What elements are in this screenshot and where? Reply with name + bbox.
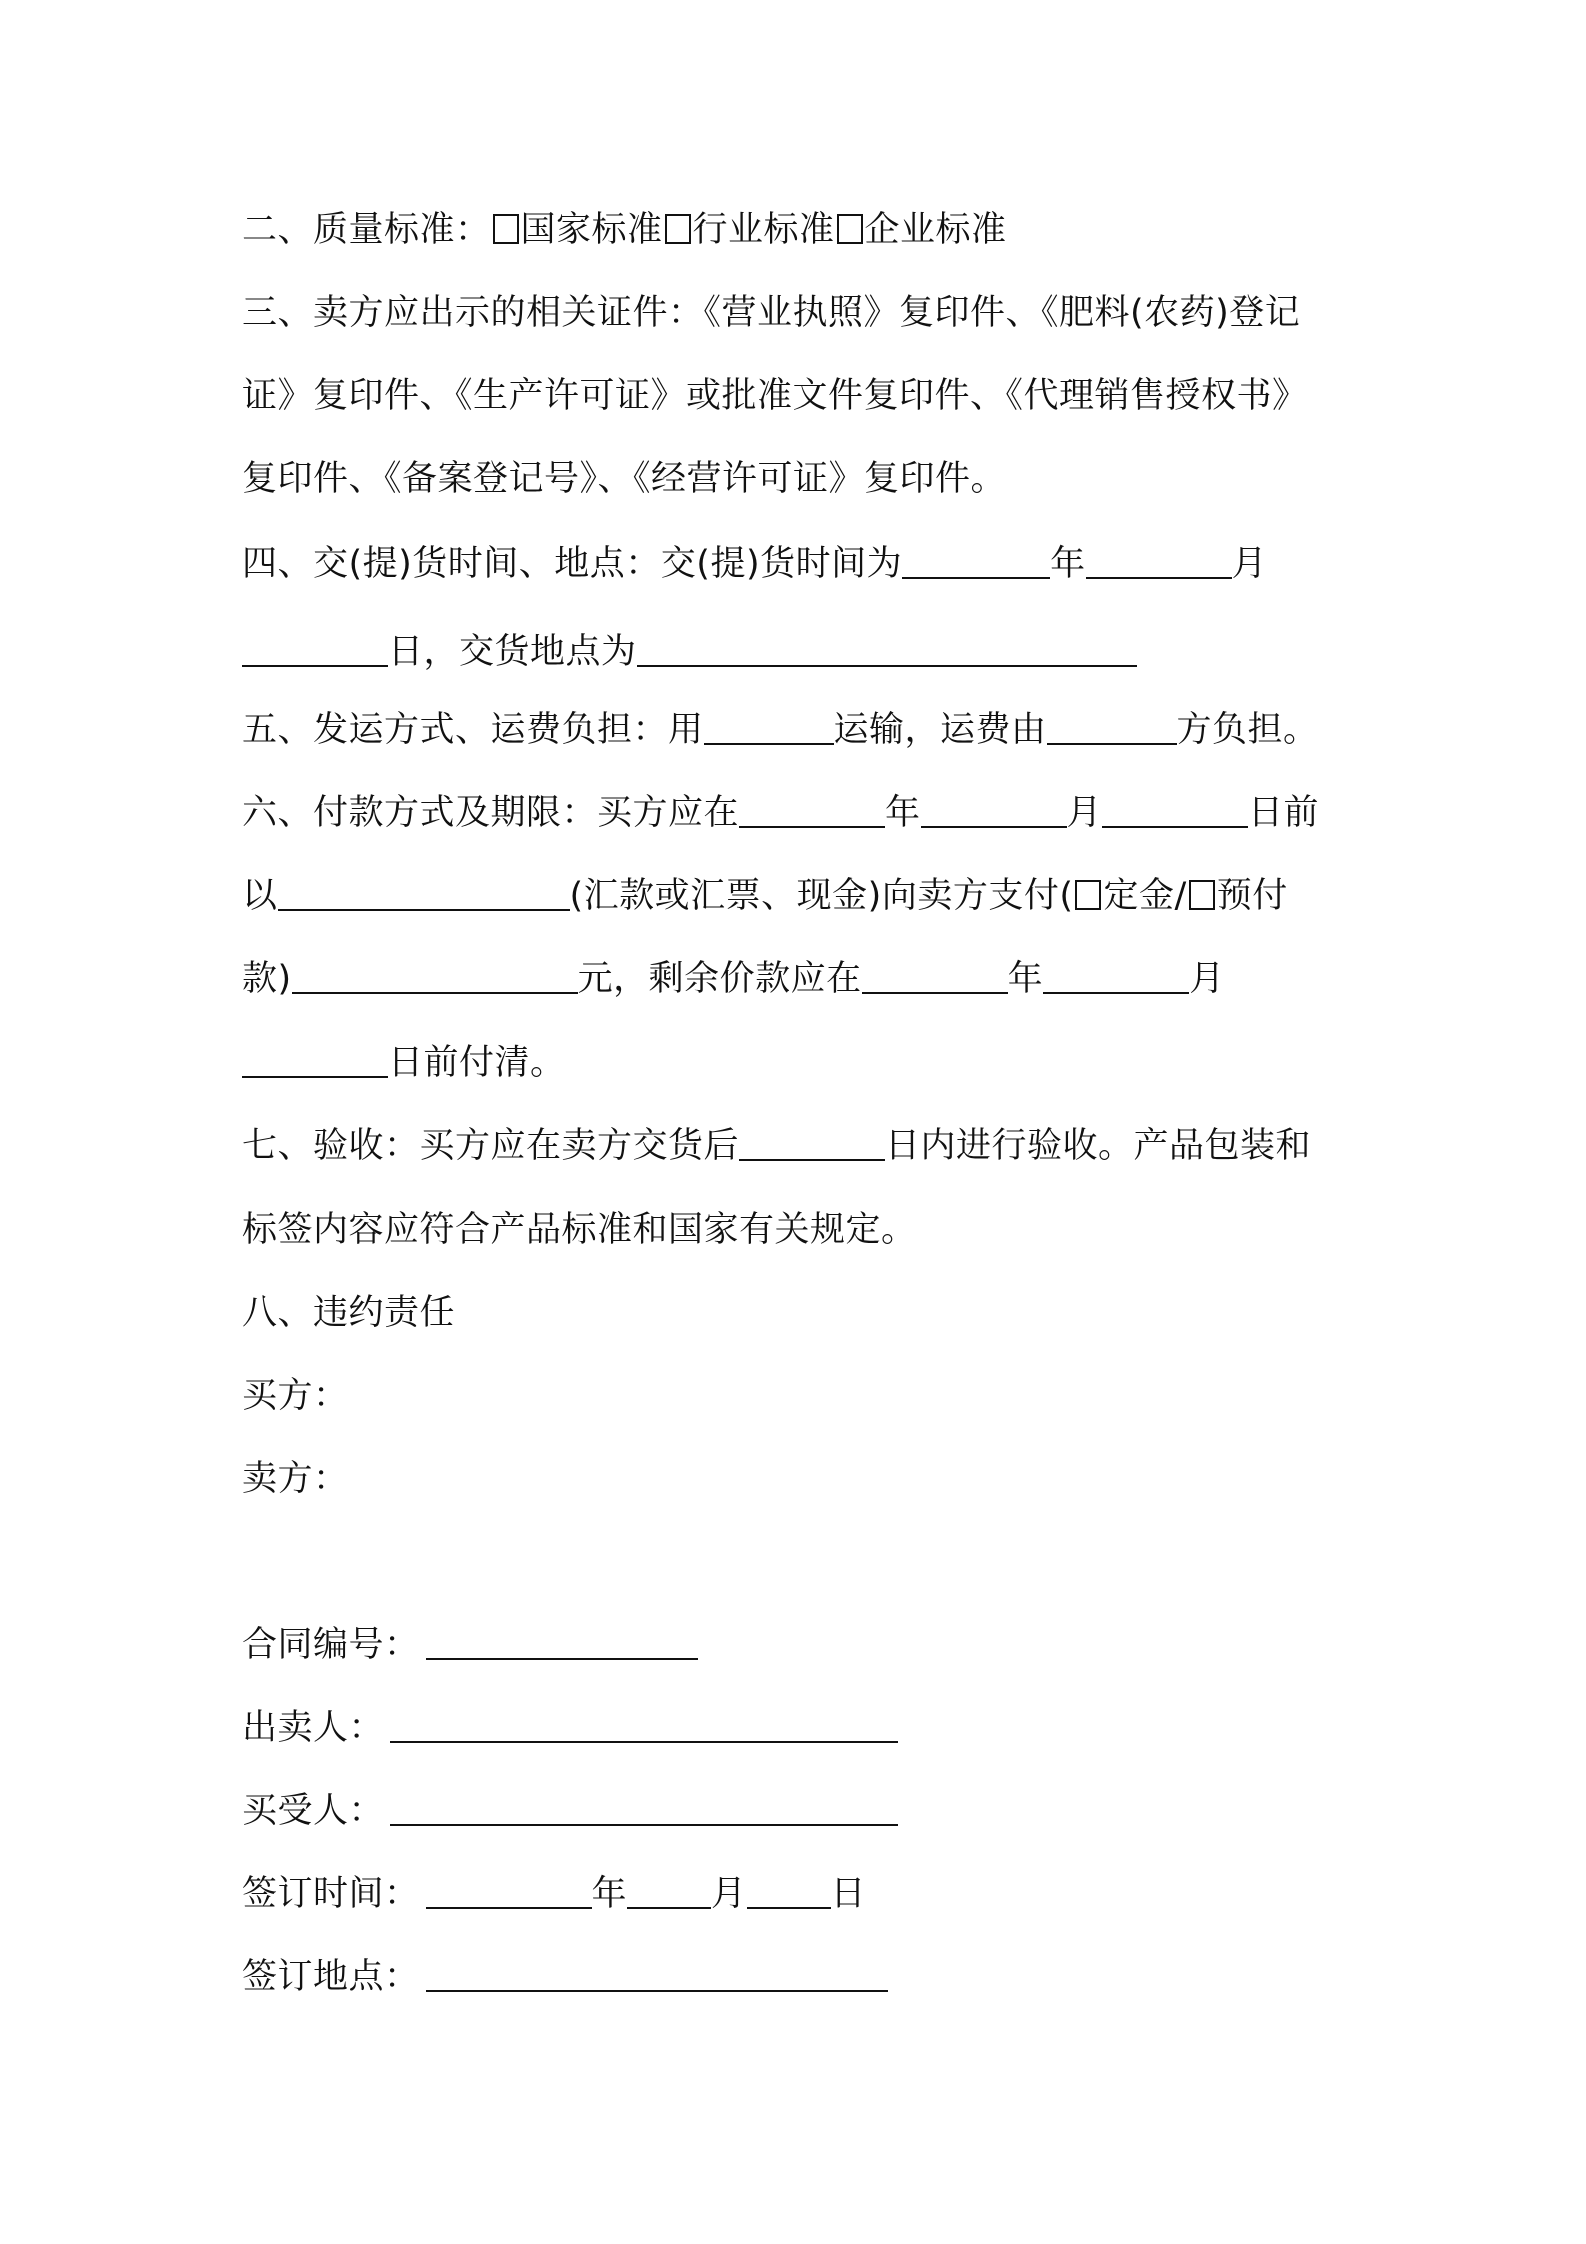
seller-sign-blank[interactable]	[390, 1711, 898, 1743]
prepay-tail-text: 款)	[242, 959, 292, 999]
clause-2-label: 二、质量标准：	[242, 210, 491, 250]
signing-place-label: 签订地点：	[242, 1957, 420, 1997]
clause-5-label: 五、发运方式、运费负担：用	[242, 710, 704, 750]
month-text: 月	[1189, 959, 1225, 999]
buyer-row	[242, 1788, 1362, 1834]
option-enterprise-standard: 企业标准	[864, 210, 1007, 250]
seller-label: 卖方：	[242, 1459, 349, 1499]
day-before-text: 日前	[1248, 793, 1320, 833]
prepay-text: 预付	[1216, 876, 1288, 916]
acceptance-text: 日内进行验收。产品包装和	[885, 1126, 1312, 1166]
delivery-year-blank[interactable]	[902, 547, 1050, 579]
clause-shipping	[242, 707, 1362, 753]
contract-number-label: 合同编号：	[242, 1625, 420, 1665]
contract-number-blank[interactable]	[426, 1628, 698, 1660]
signing-place-blank[interactable]	[426, 1960, 888, 1992]
payment-method-blank[interactable]	[278, 879, 570, 911]
checkbox-enterprise-standard[interactable]	[837, 214, 863, 244]
clause-7-label: 七、验收：买方应在卖方交货后	[242, 1126, 740, 1166]
signing-place-row	[242, 1954, 1362, 2000]
option-industry-standard: 行业标准	[692, 210, 835, 250]
balance-month-blank[interactable]	[1043, 962, 1189, 994]
year-text: 年	[885, 793, 921, 833]
clause-payment-line-1	[242, 790, 1362, 836]
year-text: 年	[1050, 544, 1086, 584]
signing-day-blank[interactable]	[747, 1877, 831, 1909]
checkbox-deposit[interactable]	[1075, 880, 1101, 910]
year-text: 年	[591, 1874, 628, 1914]
payment-day-blank[interactable]	[1102, 796, 1248, 828]
amount-blank[interactable]	[292, 962, 578, 994]
signing-date-label: 签订时间：	[242, 1874, 420, 1914]
buyer-label: 买方：	[242, 1376, 349, 1416]
checkbox-prepayment[interactable]	[1189, 880, 1215, 910]
yuan-text: 元，剩余价款应在	[577, 959, 862, 999]
deposit-text: 定金/	[1103, 876, 1187, 916]
delivery-place-blank[interactable]	[637, 635, 1137, 667]
seller-row	[242, 1705, 1362, 1751]
delivery-month-blank[interactable]	[1086, 547, 1232, 579]
day-place-text: 日，交货地点为	[388, 632, 637, 672]
delivery-day-blank[interactable]	[242, 635, 388, 667]
balance-day-blank[interactable]	[242, 1046, 388, 1078]
transport-mode-blank[interactable]	[704, 713, 834, 745]
clause-6-label: 六、付款方式及期限：买方应在	[242, 793, 740, 833]
signing-date-row	[242, 1871, 1362, 1917]
clause-delivery-time	[242, 541, 1362, 587]
payment-methods-text: (汇款或汇票、现金)向卖方支付(	[569, 876, 1074, 916]
day-text: 日	[830, 1874, 867, 1914]
clause-4-label: 四、交(提)货时间、地点：交(提)货时间为	[242, 544, 903, 584]
month-text: 月	[1231, 544, 1268, 584]
seller-sign-label: 出卖人：	[242, 1708, 385, 1748]
clause-quality-standard	[242, 207, 1362, 253]
clause-3-line-1: 三、卖方应出示的相关证件：《营业执照》复印件、《肥料(农药)登记	[242, 293, 1301, 333]
clause-acceptance-line-1	[242, 1123, 1362, 1169]
by-text: 以	[242, 876, 278, 916]
option-national-standard: 国家标准	[520, 210, 663, 250]
checkbox-national-standard[interactable]	[493, 214, 519, 244]
clause-acceptance-line-2: 标签内容应符合产品标准和国家有关规定。	[242, 1210, 917, 1250]
freight-text: 运输，运费由	[833, 710, 1047, 750]
checkbox-industry-standard[interactable]	[665, 214, 691, 244]
clause-payment-line-3	[242, 956, 1362, 1002]
signing-year-blank[interactable]	[426, 1877, 592, 1909]
month-text: 月	[1066, 793, 1103, 833]
clause-payment-line-2	[242, 873, 1362, 919]
signing-month-blank[interactable]	[627, 1877, 711, 1909]
month-text: 月	[711, 1874, 747, 1914]
clause-3-line-3: 复印件、《备案登记号》、《经营许可证》复印件。	[242, 459, 1007, 499]
clause-liability-title: 八、违约责任	[242, 1293, 456, 1333]
contract-number-row	[242, 1622, 1362, 1668]
balance-year-blank[interactable]	[862, 962, 1008, 994]
buyer-sign-label: 买受人：	[242, 1791, 385, 1831]
burden-text: 方负担。	[1176, 710, 1319, 750]
pay-off-text: 日前付清。	[388, 1043, 566, 1083]
clause-3-line-2: 证》复印件、《生产许可证》或批准文件复印件、《代理销售授权书》	[242, 376, 1308, 416]
payment-month-blank[interactable]	[921, 796, 1067, 828]
freight-party-blank[interactable]	[1047, 713, 1177, 745]
acceptance-days-blank[interactable]	[739, 1129, 885, 1161]
buyer-sign-blank[interactable]	[390, 1794, 898, 1826]
clause-payment-line-4	[242, 1040, 1362, 1086]
clause-delivery-place	[242, 629, 1362, 675]
payment-year-blank[interactable]	[739, 796, 885, 828]
year-text: 年	[1007, 959, 1044, 999]
